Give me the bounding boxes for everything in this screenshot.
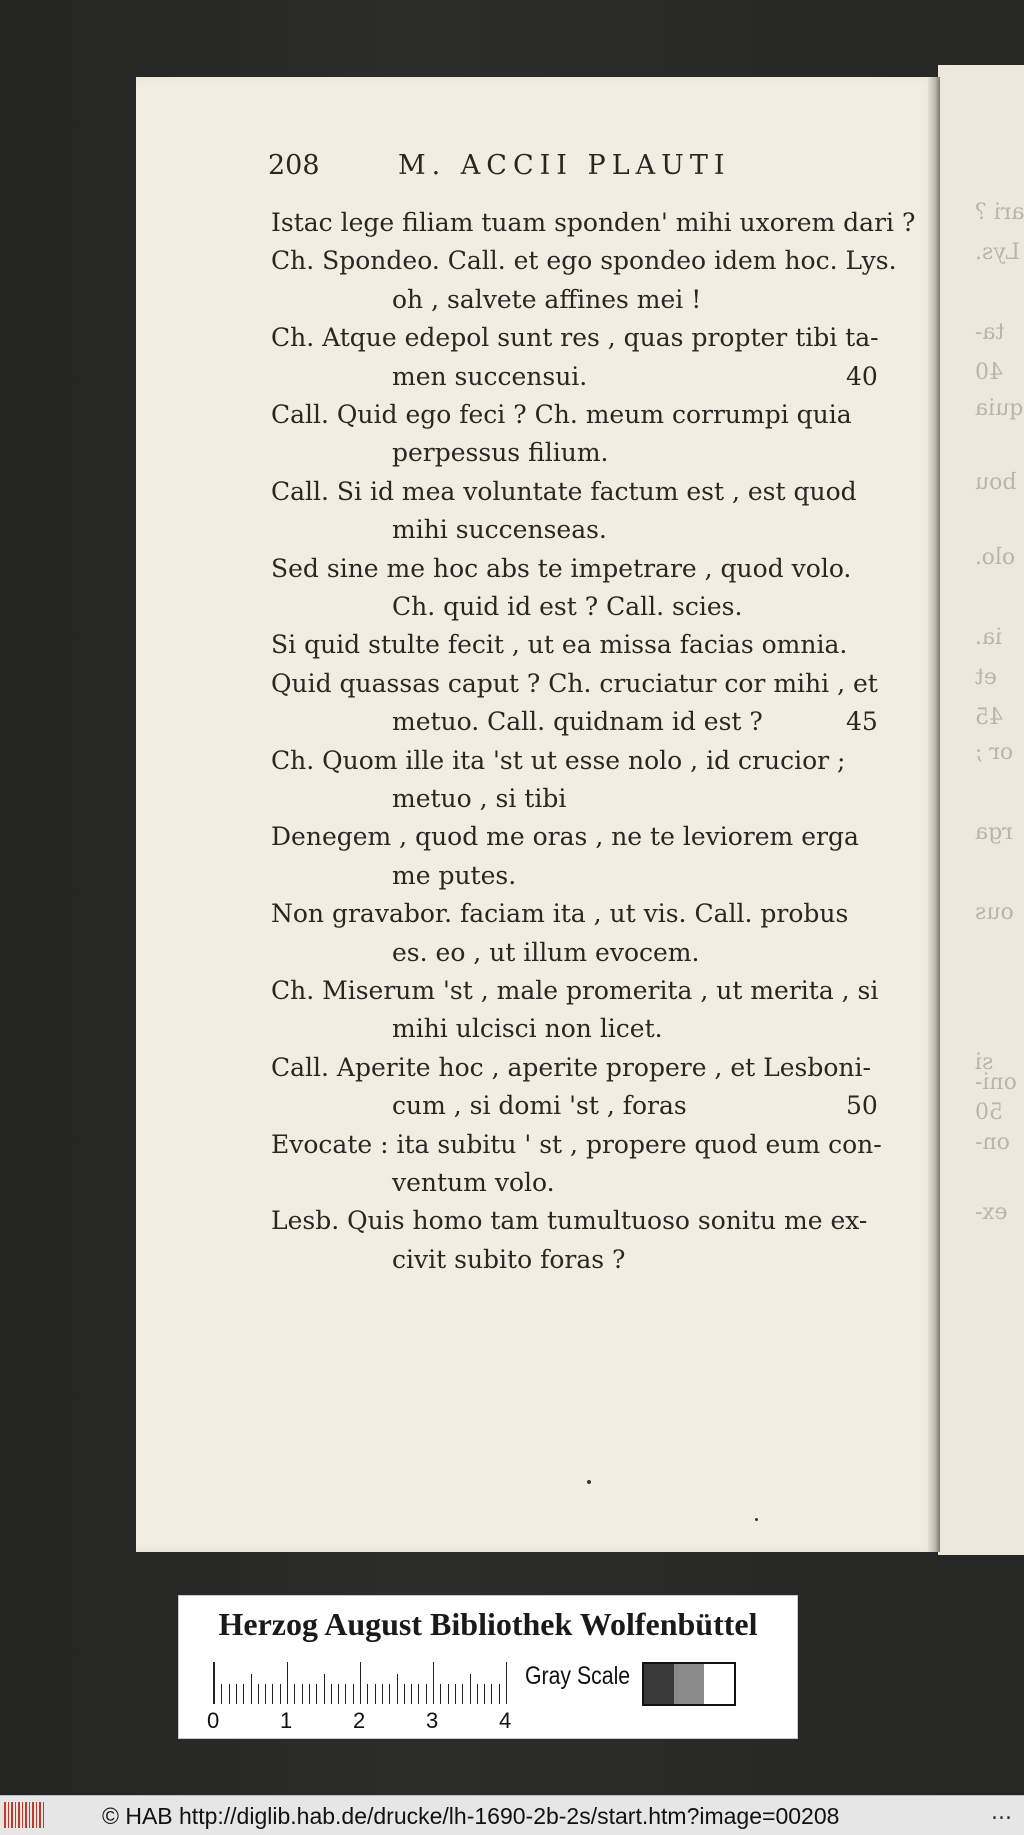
bleed-text: ia. (975, 625, 1003, 650)
verse-number: 45 (846, 707, 878, 737)
running-title: M. ACCII PLAUTI (398, 150, 731, 181)
ruler-tick (236, 1684, 237, 1704)
bleed-text: quia (975, 396, 1024, 421)
ink-speck (755, 1518, 758, 1521)
ruler-tick (331, 1684, 332, 1704)
bleed-text: or ; (975, 740, 1014, 765)
ruler-tick (265, 1684, 266, 1704)
ruler-tick (302, 1684, 303, 1704)
text-line: metuo. Call. quidnam id est ? (392, 707, 763, 737)
bleed-text: ta- (975, 320, 1005, 345)
ruler-tick (440, 1684, 441, 1704)
ruler-number: 1 (280, 1708, 293, 1733)
ruler-tick (506, 1662, 507, 1704)
ruler-tick (316, 1684, 317, 1704)
bleed-text: on- (975, 1130, 1010, 1155)
text-line: oh , salvete affines mei ! (392, 284, 702, 314)
ruler-tick (484, 1684, 485, 1704)
text-line: Ch. Miserum 'st , male promerita , ut merita , si (271, 976, 879, 1005)
ruler-tick (214, 1662, 215, 1704)
text-line: mihi ulcisci non licet. (392, 1014, 663, 1044)
gray-swatch (704, 1664, 734, 1704)
text-line: me putes. (392, 860, 517, 890)
text-line: Quid quassas caput ? Ch. cruciatur cor mihi , et (271, 668, 878, 698)
gray-scale-label: Gray Scale (525, 1662, 631, 1690)
text-line: Sed sine me hoc abs te impetrare , quod volo. (271, 553, 852, 583)
text-line: Ch. Quom ille ita 'st ut esse nolo , id crucior ; (271, 745, 846, 775)
ruler-tick (499, 1684, 500, 1704)
scale-ruler (213, 1662, 512, 1704)
text-line: ventum volo. (392, 1168, 555, 1197)
gray-scale-swatches (642, 1662, 736, 1706)
gray-swatch (674, 1664, 704, 1704)
ruler-tick (491, 1684, 492, 1704)
ruler-tick (462, 1684, 463, 1704)
ink-speck (587, 1480, 591, 1484)
ruler-tick (258, 1684, 259, 1704)
ruler-tick (382, 1684, 383, 1704)
library-name: Herzog August Bibliothek Wolfenbüttel (218, 1606, 758, 1642)
ruler-tick (360, 1662, 361, 1704)
ruler-tick (418, 1684, 419, 1704)
ruler-tick (287, 1662, 288, 1704)
ruler-tick (448, 1684, 449, 1704)
ruler-tick (353, 1684, 354, 1704)
bleed-text: olo. (975, 545, 1016, 570)
ruler-tick (221, 1684, 222, 1704)
page-gutter (928, 77, 940, 1552)
ruler-tick (345, 1684, 346, 1704)
text-line: Denegem , quod me oras , ne te leviorem erga (271, 822, 859, 852)
page-number: 208 (268, 150, 320, 181)
bleed-text: si (975, 1050, 994, 1075)
text-line: Si quid stulte fecit , ut ea missa facias omnia. (271, 630, 848, 660)
facing-page-edge (938, 65, 1024, 1555)
more-icon[interactable]: ... (991, 1800, 1012, 1825)
ruler-tick (324, 1674, 325, 1704)
text-line: perpessus filium. (392, 438, 609, 468)
ruler-tick (229, 1684, 230, 1704)
verse-number: 40 (846, 361, 878, 391)
bleed-text: 50 (975, 1100, 1003, 1125)
text-line: metuo , si tibi (392, 784, 567, 813)
verse-number: 50 (846, 1091, 878, 1121)
bleed-text: rga (975, 820, 1013, 845)
gray-swatch (644, 1664, 674, 1704)
text-line: Lesb. Quis homo tam tumultuoso sonitu me ex- (271, 1206, 868, 1236)
text-line: civit subito foras ? (392, 1244, 626, 1274)
text-line: Non gravabor. faciam ita , ut vis. Call. probus (271, 899, 849, 929)
ruler-number: 4 (499, 1708, 512, 1733)
bleed-text: et (975, 665, 997, 690)
bleed-text: ari ? (975, 200, 1024, 225)
ruler-tick (389, 1684, 390, 1704)
ruler-tick (280, 1684, 281, 1704)
text-line: Istac lege filiam tuam sponden' mihi uxorem dari ? (271, 208, 916, 237)
bleed-text: bou (975, 470, 1017, 495)
text-line: Call. Si id mea voluntate factum est , est quod (271, 476, 857, 506)
ruler-tick (375, 1684, 376, 1704)
ruler-tick (426, 1684, 427, 1704)
bleed-text: 45 (975, 705, 1003, 730)
ruler-tick (243, 1684, 244, 1704)
ruler-tick (397, 1674, 398, 1704)
text-line: Ch. quid id est ? Call. scies. (392, 592, 743, 621)
text-line: men succensui. (392, 361, 588, 391)
ruler-number: 0 (207, 1708, 220, 1733)
ruler-tick (411, 1684, 412, 1704)
ruler-tick (294, 1684, 295, 1704)
ruler-tick (470, 1674, 471, 1704)
ruler-tick (455, 1684, 456, 1704)
facing-page-shadow (938, 1555, 1024, 1795)
text-line: Ch. Atque edepol sunt res , quas propter tibi ta- (271, 323, 879, 353)
bleed-text: 40 (975, 360, 1003, 385)
ruler-tick (404, 1684, 405, 1704)
text-line: Evocate : ita subitu ' st , propere quod eum con- (271, 1129, 882, 1159)
ruler-tick (338, 1684, 339, 1704)
bleed-text: Lys. (975, 240, 1020, 265)
bleed-text: ous (975, 900, 1014, 925)
ruler-tick (367, 1684, 368, 1704)
library-color-card (178, 1595, 798, 1739)
bleed-text: oni- (975, 1070, 1017, 1095)
text-line: es. eo , ut illum evocem. (392, 937, 700, 967)
text-line: mihi succenseas. (392, 515, 607, 545)
text-line: cum , si domi 'st , foras (392, 1091, 687, 1121)
text-line: Ch. Spondeo. Call. et ego spondeo idem hoc. Lys. (271, 246, 897, 276)
page-header (268, 150, 868, 186)
ruler-tick (309, 1684, 310, 1704)
status-bar (0, 1795, 1024, 1835)
text-line: Call. Quid ego feci ? Ch. meum corrumpi quia (271, 400, 852, 429)
barcode-icon (4, 1802, 44, 1828)
ruler-tick (477, 1684, 478, 1704)
copyright-url[interactable]: © HAB http://diglib.hab.de/drucke/lh-1690-2b-2s/start.htm?image=00208 (102, 1803, 840, 1829)
bleed-text: ex- (975, 1200, 1008, 1225)
ruler-tick (251, 1674, 252, 1704)
ruler-number: 3 (426, 1708, 439, 1733)
ruler-number: 2 (353, 1708, 366, 1733)
text-line: Call. Aperite hoc , aperite propere , et Lesboni- (271, 1052, 871, 1082)
ruler-tick (272, 1684, 273, 1704)
ruler-tick (433, 1662, 434, 1704)
